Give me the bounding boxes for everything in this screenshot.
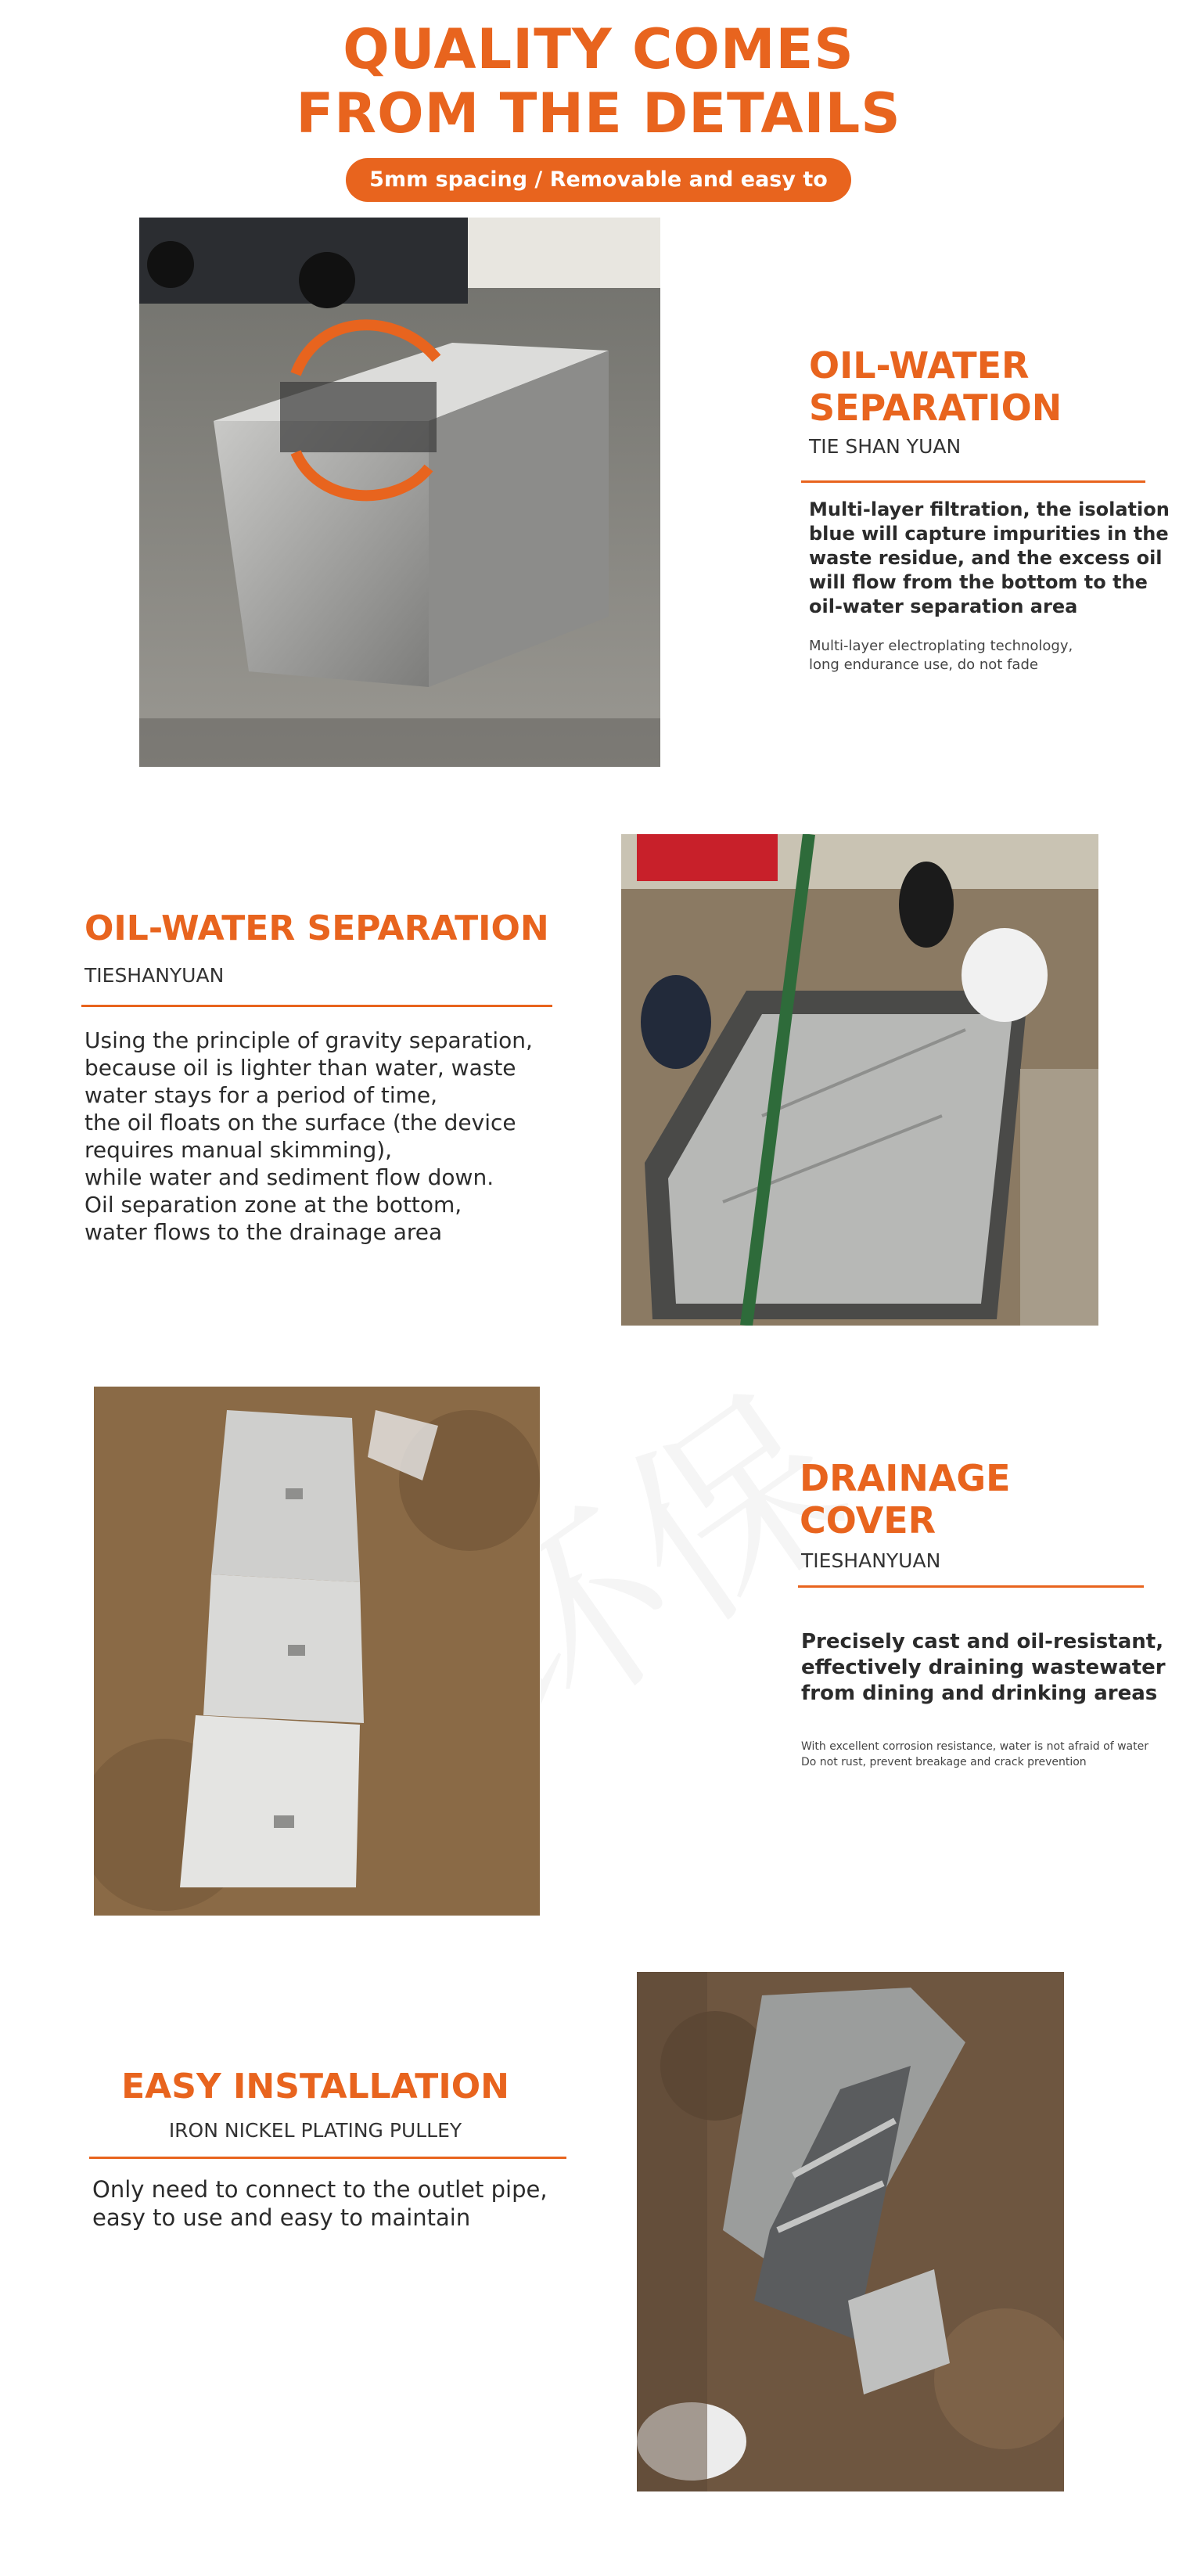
section1-subtitle: TIE SHAN YUAN xyxy=(809,435,962,458)
installed-tank-photo xyxy=(637,1972,1064,2491)
section4-body xyxy=(92,2175,548,2232)
section3-title-line1: DRAINAGE xyxy=(800,1457,1011,1499)
section3-note-line: Do not rust, prevent breakage and crack prevention xyxy=(801,1756,1087,1768)
section1-title xyxy=(809,344,1062,429)
section4-subtitle: IRON NICKEL PLATING PULLEY xyxy=(168,2119,462,2142)
tank-basket-photo xyxy=(139,218,660,767)
section1-note-line: Multi-layer electroplating technology, xyxy=(809,638,1073,654)
section1-body-line: waste residue, and the excess oil xyxy=(809,547,1163,569)
section2-subtitle: TIESHANYUAN xyxy=(84,964,225,987)
section2-divider xyxy=(81,1005,552,1007)
section2-body-line: water stays for a period of time, xyxy=(84,1082,438,1108)
section4-body-line: easy to use and easy to maintain xyxy=(92,2204,471,2231)
section2-body-line: the oil floats on the surface (the device xyxy=(84,1110,516,1135)
section4-divider xyxy=(89,2157,566,2159)
section3-note-line: With excellent corrosion resistance, water is not afraid of water xyxy=(801,1740,1148,1753)
section4-body-line: Only need to connect to the outlet pipe, xyxy=(92,2176,548,2203)
section2-body-line: because oil is lighter than water, waste xyxy=(84,1055,516,1081)
section1-body-line: blue will capture impurities in the xyxy=(809,523,1169,545)
drainage-cover-photo xyxy=(94,1387,540,1916)
title-line-2: FROM THE DETAILS xyxy=(296,81,901,146)
section2-body-line: requires manual skimming), xyxy=(84,1137,393,1163)
section2-body-line: water flows to the drainage area xyxy=(84,1219,443,1245)
section1-body xyxy=(809,498,1170,619)
section1-note xyxy=(809,637,1073,675)
feature-pill: 5mm spacing / Removable and easy to xyxy=(346,158,851,202)
section2-body-line: while water and sediment flow down. xyxy=(84,1164,494,1190)
section1-body-line: will flow from the bottom to the xyxy=(809,571,1148,593)
section3-title-line2: COVER xyxy=(800,1499,936,1542)
section1-note-line: long endurance use, do not fade xyxy=(809,657,1038,673)
section1-title-line1: OIL-WATER xyxy=(809,344,1030,387)
page-title xyxy=(0,17,1197,146)
section3-body xyxy=(801,1629,1166,1707)
section1-body-line: Multi-layer filtration, the isolation xyxy=(809,498,1170,520)
section3-body-line: Precisely cast and oil-resistant, xyxy=(801,1630,1164,1653)
section1-title-line2: SEPARATION xyxy=(809,387,1062,429)
section3-divider xyxy=(798,1585,1144,1588)
section4-title: EASY INSTALLATION xyxy=(121,2067,509,2106)
section2-body-line: Using the principle of gravity separation, xyxy=(84,1027,533,1053)
section3-body-line: effectively draining wastewater xyxy=(801,1656,1166,1679)
section1-body-line: oil-water separation area xyxy=(809,595,1078,617)
section2-body-line: Oil separation zone at the bottom, xyxy=(84,1192,462,1218)
section3-body-line: from dining and drinking areas xyxy=(801,1682,1158,1705)
section3-subtitle: TIESHANYUAN xyxy=(801,1549,941,1572)
title-line-1: QUALITY COMES xyxy=(343,17,854,81)
section3-note xyxy=(801,1739,1148,1770)
section3-title xyxy=(800,1457,1011,1542)
section2-title: OIL-WATER SEPARATION xyxy=(84,908,549,948)
installation-pit-photo xyxy=(621,834,1098,1326)
section1-divider xyxy=(801,480,1145,483)
section2-body xyxy=(84,1027,533,1246)
